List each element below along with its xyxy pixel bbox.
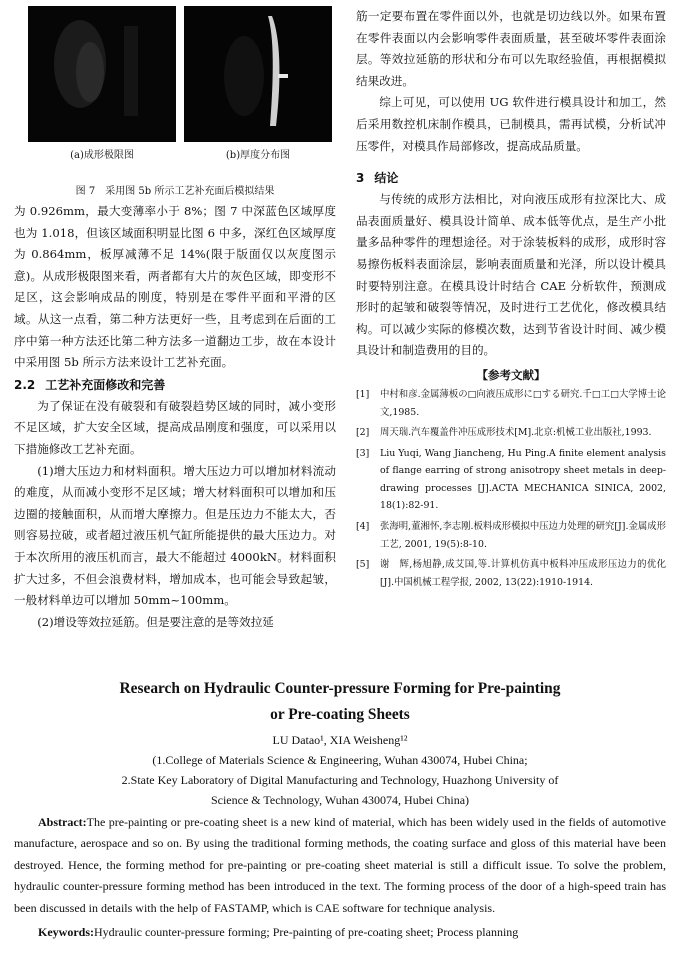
- section-title: 工艺补充面修改和完善: [45, 377, 166, 392]
- paragraph-continuation-right: 筋一定要布置在零件面以外，也就是切边线以外。如果布置在零件表面以内会影响零件表面质量，甚至破坏零件表面涂层。等效拉延筋的形状和分布可以先取经验值，再根据模拟结果改进。: [356, 9, 666, 88]
- figure-subcaption-b: (b)厚度分布图: [225, 150, 291, 161]
- section-number: 3: [356, 171, 365, 186]
- paragraph-summary: 综上可见，可以使用 UG 软件进行模具设计和加工，然后采用数控机床制作模具，已制模具，需再试模，分析试冲压零件，对模具作局部修改，提高成品质量。: [356, 95, 666, 153]
- figure-caption: 图 7 采用图 5b 所示工艺补充面后模拟结果: [75, 186, 275, 197]
- section-heading-3: [356, 167, 666, 189]
- affiliation-line-3: Science & Technology, Wuhan 430074, Hubei China): [210, 793, 470, 807]
- english-abstract: [14, 812, 666, 919]
- reference-item: [2] 周天瑞.汽车覆盖件冲压成形技术[M].北京:机械工业出版社,1993.: [356, 427, 652, 439]
- paragraph-conclusion: 与传统的成形方法相比，对向液压成形有拉深比大、成品表面质量好、模具设计简单、成本低等优点，是生产小批量多品种零件的理想途径。对于涂装板料的成形，成形时容易擦伤板料表面涂层，影响表面质量和光泽，所以设计模具时要特别注意。在模具设计时结合 CAE 分析软件，预测成形时的起皱和破裂等情况，及时进行工艺优化，修改模具结构。可以减少实际的修模次数，达到节省设计时间、减少模具设计和制造费用的目的。: [356, 192, 666, 358]
- references-heading: 【参考文献】: [476, 367, 546, 382]
- english-title-line-1: Research on Hydraulic Counter-pressure Forming for Pre-painting: [119, 680, 561, 697]
- reference-item: [1] 中村和彦.金属薄板の□向液压成形に□する研究.千□工□大学博士论文,1985.: [356, 388, 666, 418]
- keywords-text: Hydraulic counter-pressure forming; Pre-painting of pre-coating sheet; Process planning: [94, 925, 519, 940]
- figure-subcaption-a: (a)成形极限图: [70, 150, 134, 161]
- keywords-label: Keywords:: [38, 925, 94, 940]
- section-heading-2-2: [14, 374, 336, 396]
- paragraph-item-2: (2)增设等效拉延筋。但是要注意的是等效拉延: [37, 614, 274, 629]
- section-number: 2.2: [14, 377, 36, 392]
- reference-item: [4] 张海明,董湘怀,李志刚.板料成形模拟中压边力处理的研究[J].金属成形工艺, 2001, 19(5):8-10.: [356, 521, 666, 550]
- right-column: [356, 6, 666, 594]
- abstract-text: The pre-painting or pre-coating sheet is a new kind of material, which has been widely used in the fields of automotive manufacture, aerospace and so on. By using the traditional forming methods, the coating surface and gloss of this material have been destroyed. Hence, the forming method for pre-painting or pre-coating sheet material is still a difficult issue. To solve the problem, hydraulic counter-pressure forming method has been introduced in the text. The forming process of the door of a high-speed train has been discussed in details with the help of FASTAMP, which is CAE software for technique analysis.: [14, 815, 666, 915]
- left-column: [14, 6, 336, 633]
- paragraph-measures: 为了保证在没有破裂和有破裂趋势区域的同时，减小变形不足区域，扩大安全区域，提高成品刚度和强度，可以采用以下措施修改工艺补充面。: [14, 398, 336, 456]
- english-authors: LU Datao¹, XIA Weisheng¹²: [272, 733, 408, 747]
- affiliation-line-2: 2.State Key Laboratory of Digital Manufacturing and Technology, Huazhong University of: [121, 773, 559, 787]
- paragraph-continuation: 为 0.926mm，最大变薄率小于 8%；图 7 中深蓝色区域厚度也为 1.018，但该区域面积明显比图 6 中多，深红色区域厚度为 0.864mm，板厚减薄不足 14%(限于版面仅以灰度图示意)。从成形极限图来看，两者都有大片的灰色区域，即变形不足区，这会影响成品的刚度，特别是在零件平面和平滑的区域。从这一点看，第二种方法更好一些，且考虑到在后面的工序中第一种方法还比第二种方法多一道翻边工步，故在本设计中采用图 5b 所示方法来设计工艺补充面。: [14, 204, 336, 370]
- reference-item: [5] 谢 辉,杨旭静,成艾国,等.计算机仿真中板料冲压成形压边力的优化[J].中国机械工程学报, 2002, 13(22):1910-1914.: [356, 559, 666, 588]
- figure-7: [14, 6, 336, 174]
- forming-limit-diagram-image: [28, 6, 176, 142]
- english-abstract-block: [14, 676, 666, 943]
- thickness-distribution-image: [184, 6, 332, 142]
- paragraph-item-1: (1)增大压边力和材料面积。增大压边力可以增加材料流动的难度，从而减小变形不足区域；增大材料面积可以增加和压边圈的接触面积，从而增大摩擦力。但是压边力不能太大，否则容易拉破，或者超过液压机气缸所能提供的最大压边力。对于本次所用的液压机而言，最大不能超过 4000kN。材料面积扩大过多，不但会浪费材料，增加成本，也可能会导致起皱，一般材料单边可以增加 50mm~100mm。: [14, 463, 336, 608]
- english-keywords: [14, 921, 666, 943]
- section-title: 结论: [374, 171, 399, 186]
- english-title-line-2: or Pre-coating Sheets: [270, 706, 410, 723]
- reference-list: [356, 386, 666, 592]
- affiliation-line-1: (1.College of Materials Science & Engineering, Wuhan 430074, Hubei China;: [152, 753, 528, 767]
- abstract-label: Abstract:: [38, 815, 87, 829]
- reference-item: [3] Liu Yuqi, Wang Jiancheng, Hu Ping.A finite element analysis of flange earring of strong anisotropy sheet metals in deep-drawing processes [J].ACTA MECHANICA SINICA, 2002, 18(1):82-91.: [356, 447, 666, 512]
